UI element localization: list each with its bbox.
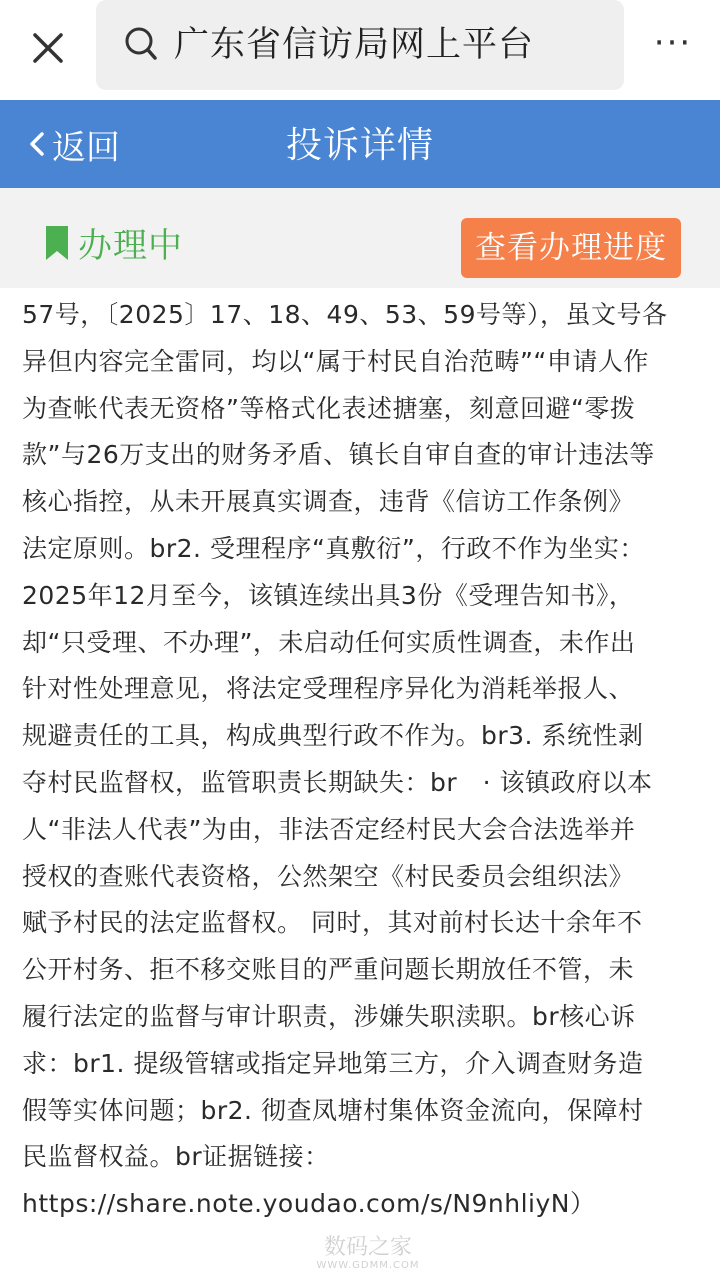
content-line: 授权的查账代表资格，公然架空《村民委员会组织法》 bbox=[22, 861, 635, 891]
back-button[interactable] bbox=[28, 118, 120, 170]
status-bar bbox=[0, 188, 720, 288]
content-line: 针对性处理意见，将法定受理程序异化为消耗举报人、 bbox=[22, 674, 635, 704]
search-text: 广东省信访局网上平台 bbox=[174, 25, 535, 65]
status-badge bbox=[46, 218, 183, 267]
content-line: 公开村务、拒不移交账目的严重问题长期放任不管，未 bbox=[22, 955, 635, 985]
content-line: 核心指控，从未开展真实调查，违背《信访工作条例》 bbox=[22, 487, 635, 517]
page-title: 投诉详情 bbox=[285, 125, 434, 166]
content-line: 民监督权益。br证据链接： bbox=[22, 1142, 330, 1172]
content-line: 款”与26万支出的财务矛盾、镇长自审自查的审计违法等 bbox=[22, 440, 655, 470]
chevron-left-icon bbox=[28, 129, 46, 159]
complaint-content bbox=[22, 292, 702, 1281]
more-options-button[interactable] bbox=[648, 23, 698, 64]
content-line: 规避责任的工具，构成典型行政不作为。br3. 系统性剥 bbox=[22, 721, 644, 751]
bookmark-icon bbox=[46, 226, 68, 260]
content-line: 赋予村民的法定监督权。 同时，其对前村长达十余年不 bbox=[22, 908, 643, 938]
content-line: 2025年12月至今，该镇连续出具3份《受理告知书》， bbox=[22, 580, 635, 610]
watermark-sub: WWW.GDMM.COM bbox=[316, 1260, 420, 1271]
back-label: 返回 bbox=[52, 127, 120, 168]
browser-top-bar bbox=[0, 0, 720, 100]
content-line: 异但内容完全雷同，均以“属于村民自治范畴”“申请人作 bbox=[22, 346, 649, 376]
search-icon bbox=[124, 26, 158, 62]
content-line: 人“非法人代表”为由，非法否定经村民大会合法选举并 bbox=[22, 814, 636, 844]
more-icon: ··· bbox=[653, 23, 693, 63]
page-nav-bar bbox=[0, 100, 720, 188]
content-line: https://share.note.youdao.com/s/N9nhliyN） bbox=[22, 1189, 596, 1219]
content-line: 假等实体问题；br2. 彻查凤塘村集体资金流向，保障村 bbox=[22, 1095, 644, 1125]
address-search-bar[interactable] bbox=[96, 0, 624, 90]
content-line: 夺村民监督权，监管职责长期缺失：br · 该镇政府以本 bbox=[22, 767, 653, 797]
view-progress-button[interactable]: 查看办理进度 bbox=[461, 218, 681, 278]
close-button[interactable] bbox=[22, 22, 74, 74]
content-line: 求：br1. 提级管辖或指定异地第三方，介入调查财务造 bbox=[22, 1048, 644, 1078]
status-label: 办理中 bbox=[78, 226, 183, 266]
content-line: 却“只受理、不办理”，未启动任何实质性调查，未作出 bbox=[22, 627, 636, 657]
watermark-text: 数码之家 bbox=[323, 1235, 412, 1260]
content-line: 为查帐代表无资格”等格式化表述搪塞，刻意回避“零拨 bbox=[22, 393, 636, 423]
watermark bbox=[268, 1236, 468, 1280]
close-icon bbox=[22, 22, 74, 74]
content-line: 履行法定的监督与审计职责，涉嫌失职渎职。br核心诉 bbox=[22, 1001, 636, 1031]
content-line: 法定原则。br2. 受理程序“真敷衍”，行政不作为坐实： bbox=[22, 533, 645, 563]
content-line: 57号，〔2025〕17、18、49、53、59号等），虽文号各 bbox=[22, 300, 668, 329]
